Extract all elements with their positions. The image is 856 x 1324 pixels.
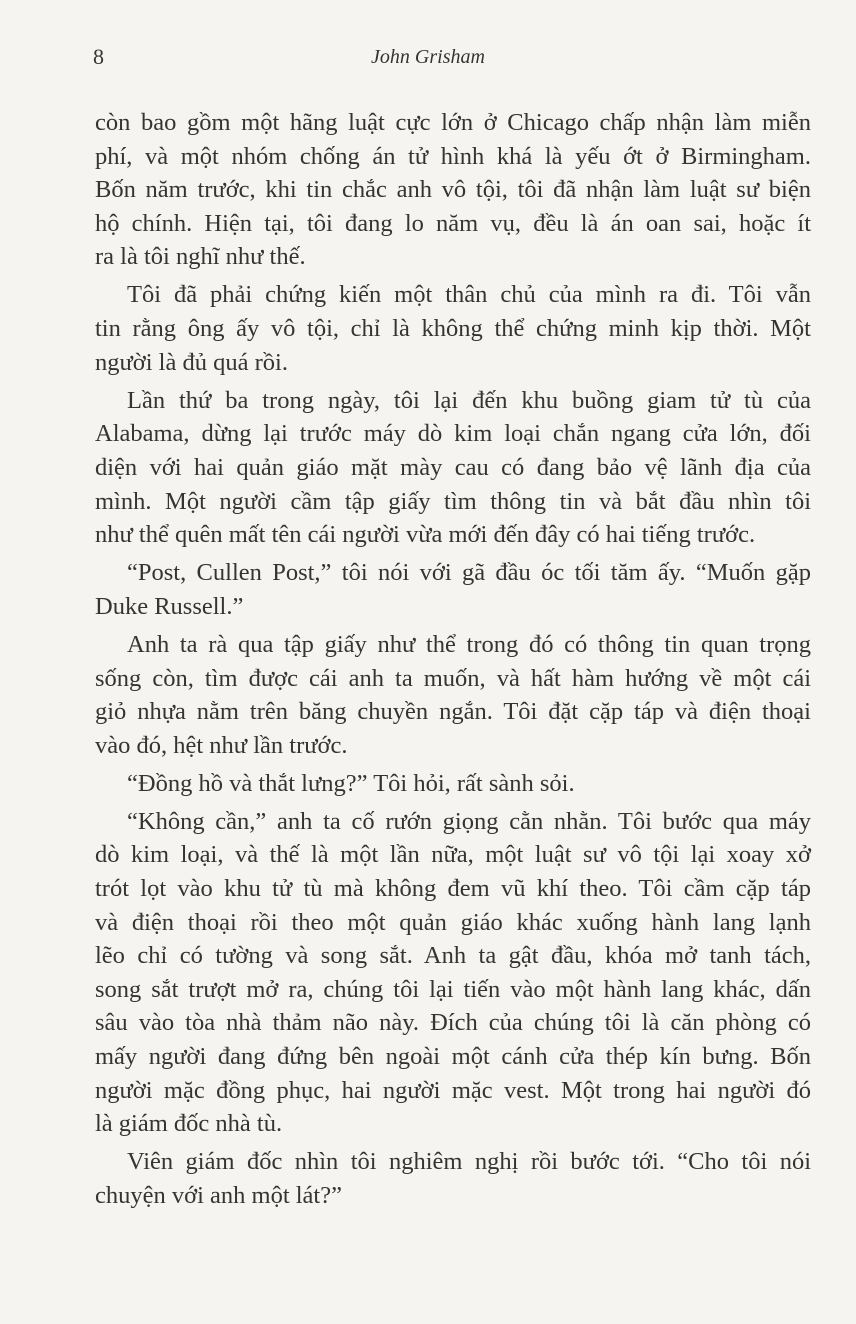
text-line: ra là tôi nghĩ như thế. [95, 243, 306, 271]
text-line: hộ chính. Hiện tại, tôi đang lo năm vụ, đều là án oan sai, hoặc ít [95, 209, 811, 237]
page-number: 8 [93, 44, 104, 69]
text-line: vào đó, hệt như lần trước. [95, 731, 348, 759]
text-line: sống còn, tìm được cái anh ta muốn, và hất hàm hướng về một cái [95, 664, 811, 692]
text-line: Bốn năm trước, khi tin chắc anh vô tội, tôi đã nhận làm luật sư biện [95, 176, 811, 204]
text-line: Viên giám đốc nhìn tôi nghiêm nghị rồi bước tới. “Cho tôi nói [127, 1148, 811, 1176]
paragraph [95, 805, 811, 1141]
text-line: người là đủ quá rồi. [95, 348, 288, 376]
paragraph [95, 278, 811, 379]
text-line: sâu vào tòa nhà thảm não này. Đích của chúng tôi là căn phòng có [95, 1009, 811, 1037]
text-line: Lần thứ ba trong ngày, tôi lại đến khu buồng giam tử tù của [127, 386, 811, 414]
page-header [0, 44, 856, 76]
paragraph [95, 106, 811, 274]
text-line: giỏ nhựa nằm trên băng chuyền ngắn. Tôi đặt cặp táp và điện thoại [95, 698, 811, 726]
paragraph [95, 767, 811, 801]
text-line: diện với hai quản giáo mặt mày cau có đang bảo vệ lãnh địa của [95, 453, 811, 481]
paragraph [95, 556, 811, 623]
paragraph [95, 1145, 811, 1212]
text-line: song sắt trượt mở ra, chúng tôi lại tiến vào một hành lang khác, dấn [95, 975, 811, 1003]
text-line: người mặc đồng phục, hai người mặc vest. Một trong hai người đó [95, 1076, 811, 1104]
page-body [95, 106, 811, 1217]
text-line: như thể quên mất tên cái người vừa mới đến đây có hai tiếng trước. [95, 521, 756, 549]
text-line: và điện thoại rồi theo một quản giáo khác xuống hành lang lạnh [95, 908, 811, 936]
text-line: lẽo chỉ có tường và song sắt. Anh ta gật đầu, khóa mở tanh tách, [95, 942, 811, 970]
text-line: “Không cần,” anh ta cố rướn giọng cằn nhằn. Tôi bước qua máy [127, 807, 811, 835]
text-line: Tôi đã phải chứng kiến một thân chủ của mình ra đi. Tôi vẫn [127, 281, 811, 309]
text-line: Anh ta rà qua tập giấy như thể trong đó có thông tin quan trọng [127, 630, 811, 658]
text-line: Duke Russell.” [95, 592, 244, 620]
text-line: tin rằng ông ấy vô tội, chỉ là không thể chứng minh kịp thời. Một [95, 315, 811, 343]
text-line: “Đồng hồ và thắt lưng?” Tôi hỏi, rất sành sỏi. [127, 769, 575, 797]
text-line: chuyện với anh một lát?” [95, 1181, 342, 1209]
text-line: là giám đốc nhà tù. [95, 1110, 283, 1138]
paragraph [95, 384, 811, 552]
text-line: mấy người đang đứng bên ngoài một cánh cửa thép kín bưng. Bốn [95, 1043, 811, 1071]
paragraph [95, 628, 811, 762]
text-line: “Post, Cullen Post,” tôi nói với gã đầu óc tối tăm ấy. “Muốn gặp [127, 559, 811, 587]
text-line: phí, và một nhóm chống án tử hình khá là yếu ớt ở Birmingham. [95, 142, 811, 170]
text-line: trót lọt vào khu tử tù mà không đem vũ khí theo. Tôi cầm cặp táp [95, 875, 811, 903]
text-line: còn bao gồm một hãng luật cực lớn ở Chicago chấp nhận làm miễn [95, 109, 811, 136]
text-line: mình. Một người cầm tập giấy tìm thông tin và bắt đầu nhìn tôi [95, 487, 811, 515]
text-line: dò kim loại, và thế là một lần nữa, một luật sư vô tội lại xoay xở [95, 841, 811, 869]
running-title: John Grisham [371, 46, 485, 68]
text-line: Alabama, dừng lại trước máy dò kim loại chắn ngang cửa lớn, đối [95, 420, 811, 448]
